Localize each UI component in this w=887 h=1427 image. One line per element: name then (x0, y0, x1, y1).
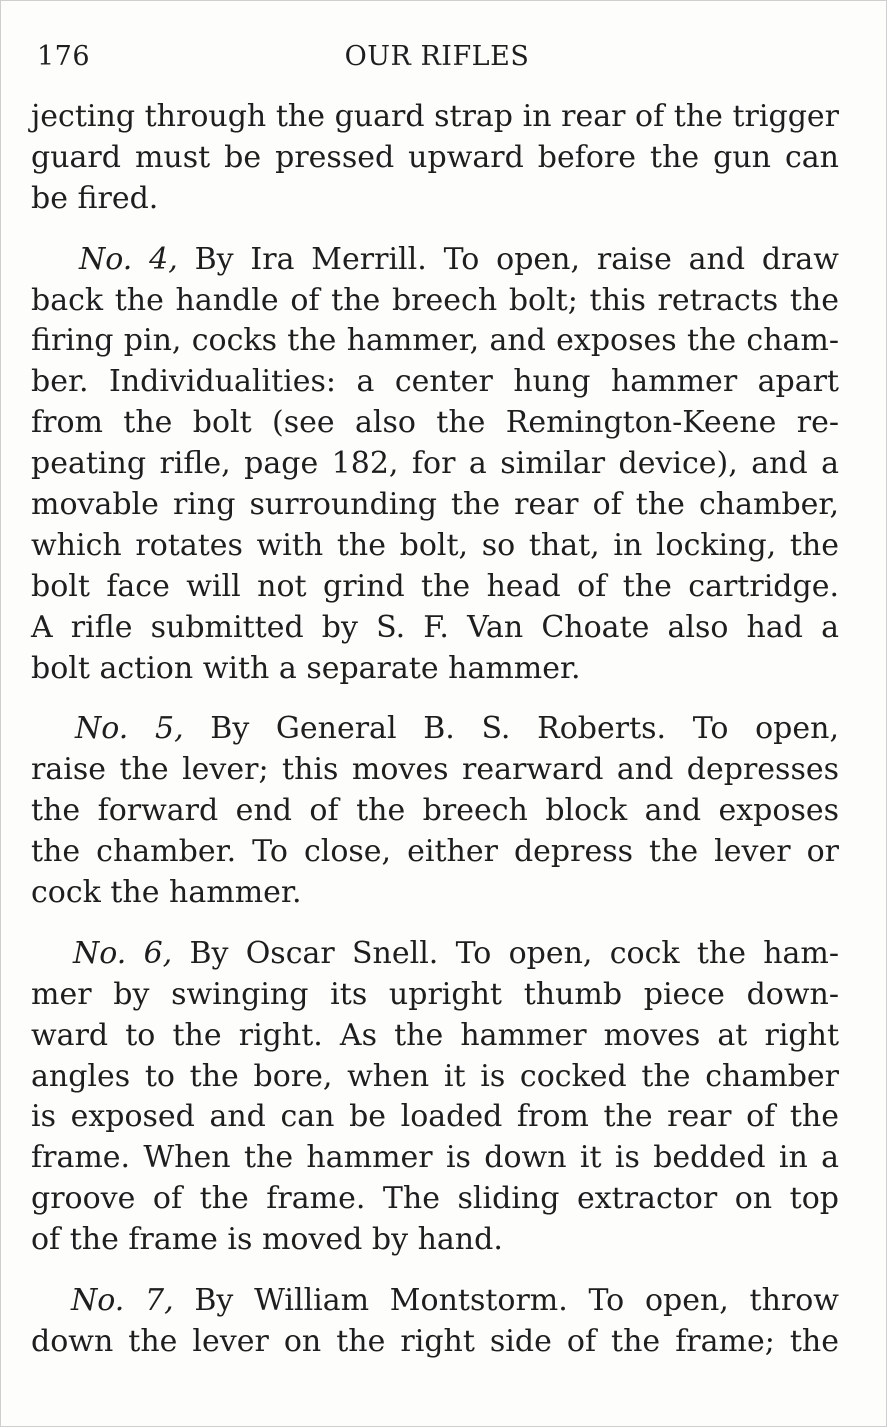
text-line (31, 873, 839, 914)
paragraph (31, 934, 839, 1261)
line-text: down the lever on the right side of the frame; the (31, 1323, 839, 1359)
line-text: frame. When the hammer is down it is bedded in a (31, 1140, 839, 1176)
text-line (31, 567, 839, 608)
line-text: peating rifle, page 182, for a similar device), and a (31, 446, 839, 482)
text-line (31, 97, 839, 138)
text-line (31, 240, 839, 281)
text-line (31, 281, 839, 322)
paragraph (31, 1281, 839, 1363)
line-text: is exposed and can be loaded from the rear of the (31, 1099, 839, 1135)
text-line (31, 526, 839, 567)
line-text: angles to the bore, when it is cocked the chamber (31, 1058, 839, 1094)
text-line (31, 1322, 839, 1363)
text-line (31, 179, 839, 220)
line-text: By Oscar Snell. To open, cock the ham- (172, 935, 839, 971)
text-line (31, 1057, 839, 1098)
paragraph-gap (31, 220, 839, 240)
text-line (31, 403, 839, 444)
text-line (31, 1281, 839, 1322)
line-text: back the handle of the breech bolt; this retracts the (31, 282, 839, 318)
line-text: cock the hammer. (31, 875, 302, 911)
line-text: be fired. (31, 180, 159, 216)
paragraph (31, 97, 839, 220)
paragraph-gap (31, 689, 839, 709)
text-line (31, 444, 839, 485)
text-line (31, 1220, 839, 1261)
text-line (31, 362, 839, 403)
line-text: jecting through the guard strap in rear of the trigger (31, 99, 839, 134)
line-text: which rotates with the bolt, so that, in locking, the (31, 527, 839, 563)
entry-number: No. 6, (73, 935, 173, 971)
line-text: A rifle submitted by S. F. Van Choate also had a (31, 609, 839, 645)
line-text: from the bolt (see also the Remington-Keene re- (31, 405, 839, 441)
text-line (31, 709, 839, 750)
text-line (31, 750, 839, 791)
line-text: firing pin, cocks the hammer, and exposes the cham- (31, 323, 839, 359)
text-line (31, 975, 839, 1016)
line-text: ward to the right. As the hammer moves at right (31, 1017, 839, 1053)
line-text: mer by swinging its upright thumb piece down- (31, 976, 839, 1012)
text-line (31, 649, 839, 690)
line-text: raise the lever; this moves rearward and depresses (31, 752, 839, 788)
text-line (31, 485, 839, 526)
text-line (31, 1179, 839, 1220)
line-text: By William Montstorm. To open, throw (173, 1283, 839, 1319)
paragraph (31, 709, 839, 913)
text-line (31, 1138, 839, 1179)
running-head (37, 41, 837, 81)
line-text: ber. Individualities: a center hung hammer apart (31, 364, 839, 400)
text-line (31, 791, 839, 832)
text-line (31, 1016, 839, 1057)
line-text: bolt action with a separate hammer. (31, 650, 581, 686)
page-number: 176 (37, 41, 91, 72)
running-title: OUR RIFLES (344, 41, 530, 72)
text-line (31, 832, 839, 873)
text-line (31, 934, 839, 975)
text-line (31, 321, 839, 362)
line-text: of the frame is moved by hand. (31, 1222, 503, 1258)
text-line (31, 138, 839, 179)
entry-number: No. 5, (75, 711, 184, 747)
line-text: the forward end of the breech block and exposes (31, 793, 839, 829)
line-text: movable ring surrounding the rear of the chamber, (31, 487, 839, 523)
paragraph-gap (31, 1261, 839, 1281)
paragraph (31, 240, 839, 690)
entry-number: No. 4, (79, 241, 178, 277)
line-text: By General B. S. Roberts. To open, (183, 711, 839, 747)
line-text: guard must be pressed upward before the gun can (31, 139, 839, 175)
paragraph-gap (31, 914, 839, 934)
text-line (31, 608, 839, 649)
entry-number: No. 7, (71, 1283, 174, 1319)
body-text (31, 97, 839, 1363)
line-text: bolt face will not grind the head of the cartridge. (31, 568, 839, 604)
line-text: groove of the frame. The sliding extractor on top (31, 1181, 839, 1217)
line-text: By Ira Merrill. To open, raise and draw (177, 241, 839, 277)
text-line (31, 1097, 839, 1138)
line-text: the chamber. To close, either depress the lever or (31, 834, 839, 870)
